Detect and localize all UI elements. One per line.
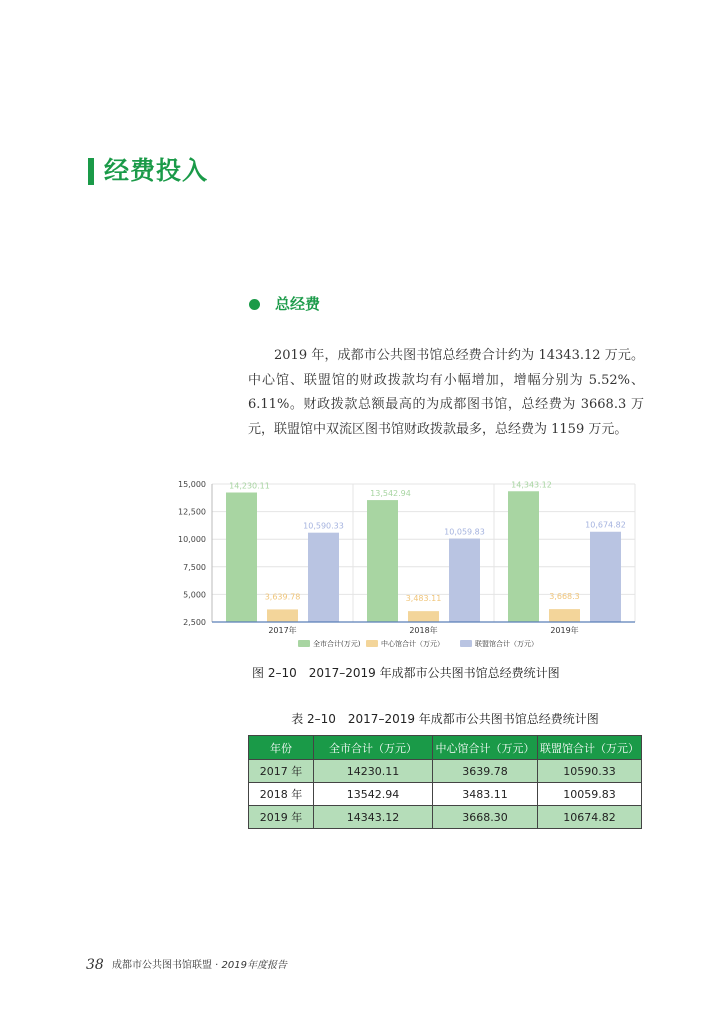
bar [408,611,439,622]
y-tick-label: 5,000 [183,590,206,600]
data-label: 14,343.12 [511,480,552,490]
cell-alliance-total: 10674.82 [538,806,642,829]
legend-swatch [298,640,310,647]
legend-label: 中心馆合计（万元） [381,640,444,648]
page-number: 38 [86,957,104,973]
legend-label: 联盟馆合计（万元） [475,640,538,648]
funding-table [248,735,642,829]
bar [590,532,621,622]
x-tick-label: 2018年 [409,626,438,635]
cell-year: 2019 年 [249,806,314,829]
legend-swatch [366,640,378,647]
cell-alliance-total: 10059.83 [538,783,642,806]
cell-city-total: 13542.94 [314,783,433,806]
footer-report-name: 2019年度报告 [221,960,287,971]
cell-city-total: 14230.11 [314,760,433,783]
cell-alliance-total: 10590.33 [538,760,642,783]
header-city-total: 全市合计（万元） [314,736,433,760]
cell-central-total: 3639.78 [433,760,538,783]
data-label: 14,230.11 [229,481,270,491]
bar [226,492,257,622]
y-tick-label: 12,500 [178,507,206,517]
footer-publication-name: 成都市公共图书馆联盟 [112,960,212,971]
data-label: 3,483.11 [405,594,442,604]
chart-x-axis [212,622,635,635]
table-row [249,806,642,829]
legend-label: 全市合计(万元) [313,640,361,648]
section-marker-bar [88,158,94,185]
bar [549,609,580,622]
table-row [249,783,642,806]
data-label: 3,668.3 [549,592,580,602]
x-tick-label: 2017年 [268,626,297,635]
x-tick-label: 2019年 [550,626,579,635]
data-label: 10,590.33 [303,521,344,531]
chart-y-axis [178,480,212,627]
data-label: 10,059.83 [444,527,485,537]
chart-legend [298,639,538,648]
cell-year: 2018 年 [249,783,314,806]
cell-central-total: 3483.11 [433,783,538,806]
table-header-row [249,736,642,760]
table-caption: 表 2–10 2017–2019 年成都市公共图书馆总经费统计图 [291,712,599,726]
chart-data-labels [229,480,626,603]
bullet-dot-icon [249,299,260,310]
header-year: 年份 [249,736,314,760]
body-paragraph: 2019 年，成都市公共图书馆总经费合计约为 14343.12 万元。中心馆、联盟馆的财政拨款均有小幅增加，增幅分别为 5.52%、6.11%。财政拨款总额最高的为成都图书馆，总经费为 3668.3 万元，联盟馆中双流区图书馆财政拨款最多，总经费为 1159 万元。 [248,348,644,437]
subsection-title: 总经费 [275,295,321,313]
table-row [249,760,642,783]
cell-year: 2017 年 [249,760,314,783]
figure-caption: 图 2–10 2017–2019 年成都市公共图书馆总经费统计图 [252,666,560,680]
cell-central-total: 3668.30 [433,806,538,829]
data-label: 3,639.78 [264,592,301,602]
bar [508,491,539,622]
bar [267,609,298,622]
footer-separator: · [212,960,222,971]
header-alliance-total: 联盟馆合计（万元） [538,736,642,760]
bar [308,533,339,622]
cell-city-total: 14343.12 [314,806,433,829]
funding-bar-chart [170,468,648,658]
y-tick-label: 10,000 [178,535,206,545]
y-tick-label: 2,500 [183,618,206,627]
bar [367,500,398,622]
data-label: 10,674.82 [585,520,626,530]
section-title: 经费投入 [104,156,209,185]
y-tick-label: 7,500 [183,562,206,572]
footer-publication [112,958,287,974]
bar [449,539,480,622]
data-label: 13,542.94 [370,489,411,499]
header-central-total: 中心馆合计（万元） [433,736,538,760]
y-tick-label: 15,000 [178,480,206,489]
legend-swatch [460,640,472,647]
